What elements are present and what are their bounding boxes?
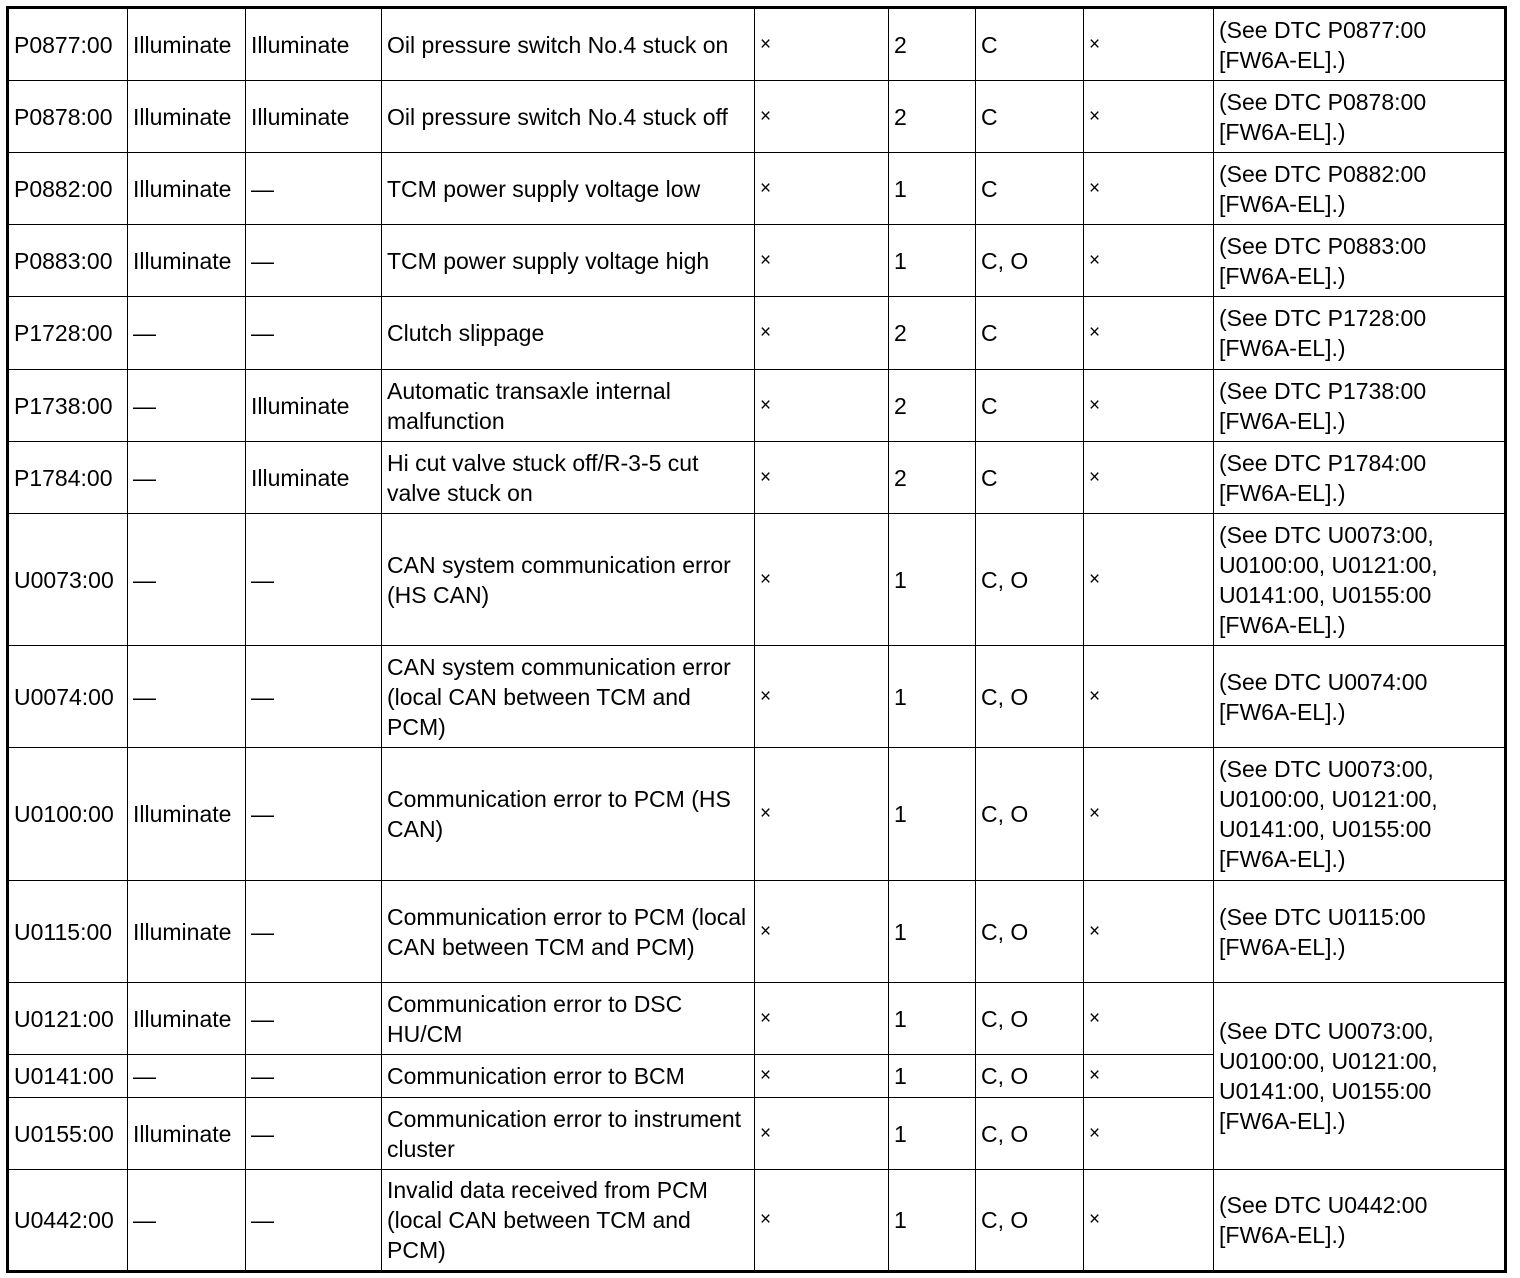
- fail-safe-cell: ×: [755, 881, 889, 983]
- dtc-code-cell: P0883:00: [8, 225, 128, 297]
- memory-function-cell: ×: [1084, 81, 1214, 153]
- monitor-item-cell: C, O: [976, 225, 1084, 297]
- monitor-item-cell: C: [976, 442, 1084, 514]
- memory-function-cell: ×: [1084, 983, 1214, 1055]
- reference-cell: (See DTC P0882:00 [FW6A-EL].): [1214, 153, 1506, 225]
- table-row: [8, 646, 1506, 748]
- monitor-item-cell: C, O: [976, 646, 1084, 748]
- fail-safe-cell: ×: [755, 297, 889, 370]
- table-row: [8, 8, 1506, 81]
- drive-cycle-cell: 1: [889, 1055, 976, 1098]
- dtc-code-cell: P1738:00: [8, 370, 128, 442]
- drive-cycle-cell: 1: [889, 514, 976, 646]
- monitor-item-cell: C, O: [976, 1170, 1084, 1272]
- mil-cell: Illuminate: [128, 983, 246, 1055]
- drive-cycle-cell: 1: [889, 881, 976, 983]
- mil-cell: Illuminate: [128, 225, 246, 297]
- reference-cell: (See DTC P1738:00 [FW6A-EL].): [1214, 370, 1506, 442]
- fail-safe-cell: ×: [755, 1170, 889, 1272]
- reference-cell: (See DTC U0442:00 [FW6A-EL].): [1214, 1170, 1506, 1272]
- at-warning-cell: Illuminate: [246, 442, 382, 514]
- at-warning-cell: —: [246, 881, 382, 983]
- memory-function-cell: ×: [1084, 1055, 1214, 1098]
- memory-function-cell: ×: [1084, 225, 1214, 297]
- at-warning-cell: —: [246, 1098, 382, 1170]
- dtc-code-cell: U0442:00: [8, 1170, 128, 1272]
- dtc-code-cell: U0100:00: [8, 748, 128, 881]
- reference-cell: (See DTC U0073:00, U0100:00, U0121:00, U0141:00, U0155:00 [FW6A-EL].): [1214, 983, 1506, 1170]
- mil-cell: —: [128, 297, 246, 370]
- monitor-item-cell: C, O: [976, 514, 1084, 646]
- fail-safe-cell: ×: [755, 8, 889, 81]
- description-cell: Communication error to BCM: [382, 1055, 755, 1098]
- drive-cycle-cell: 1: [889, 748, 976, 881]
- reference-cell: (See DTC U0073:00, U0100:00, U0121:00, U0141:00, U0155:00 [FW6A-EL].): [1214, 514, 1506, 646]
- monitor-item-cell: C, O: [976, 983, 1084, 1055]
- mil-cell: Illuminate: [128, 8, 246, 81]
- table-row: [8, 297, 1506, 370]
- dtc-code-cell: P0882:00: [8, 153, 128, 225]
- dtc-code-cell: U0141:00: [8, 1055, 128, 1098]
- dtc-code-cell: U0155:00: [8, 1098, 128, 1170]
- monitor-item-cell: C: [976, 8, 1084, 81]
- memory-function-cell: ×: [1084, 514, 1214, 646]
- drive-cycle-cell: 1: [889, 646, 976, 748]
- mil-cell: Illuminate: [128, 1098, 246, 1170]
- fail-safe-cell: ×: [755, 514, 889, 646]
- fail-safe-cell: ×: [755, 1055, 889, 1098]
- memory-function-cell: ×: [1084, 370, 1214, 442]
- dtc-code-cell: U0073:00: [8, 514, 128, 646]
- memory-function-cell: ×: [1084, 1170, 1214, 1272]
- at-warning-cell: Illuminate: [246, 81, 382, 153]
- drive-cycle-cell: 2: [889, 8, 976, 81]
- monitor-item-cell: C, O: [976, 1055, 1084, 1098]
- dtc-code-cell: P1784:00: [8, 442, 128, 514]
- description-cell: TCM power supply voltage low: [382, 153, 755, 225]
- memory-function-cell: ×: [1084, 1098, 1214, 1170]
- drive-cycle-cell: 1: [889, 225, 976, 297]
- table-row: [8, 1170, 1506, 1272]
- description-cell: CAN system communication error (local CAN between TCM and PCM): [382, 646, 755, 748]
- monitor-item-cell: C: [976, 370, 1084, 442]
- drive-cycle-cell: 2: [889, 297, 976, 370]
- table-row: [8, 881, 1506, 983]
- description-cell: Communication error to PCM (HS CAN): [382, 748, 755, 881]
- at-warning-cell: Illuminate: [246, 370, 382, 442]
- at-warning-cell: —: [246, 646, 382, 748]
- table-row: [8, 370, 1506, 442]
- memory-function-cell: ×: [1084, 8, 1214, 81]
- fail-safe-cell: ×: [755, 225, 889, 297]
- description-cell: TCM power supply voltage high: [382, 225, 755, 297]
- description-cell: Automatic transaxle internal malfunction: [382, 370, 755, 442]
- drive-cycle-cell: 2: [889, 442, 976, 514]
- reference-cell: (See DTC P1728:00 [FW6A-EL].): [1214, 297, 1506, 370]
- memory-function-cell: ×: [1084, 297, 1214, 370]
- dtc-code-cell: U0121:00: [8, 983, 128, 1055]
- description-cell: Oil pressure switch No.4 stuck off: [382, 81, 755, 153]
- at-warning-cell: —: [246, 514, 382, 646]
- at-warning-cell: —: [246, 225, 382, 297]
- reference-cell: (See DTC P1784:00 [FW6A-EL].): [1214, 442, 1506, 514]
- table-row: [8, 225, 1506, 297]
- description-cell: Invalid data received from PCM (local CAN between TCM and PCM): [382, 1170, 755, 1272]
- reference-cell: (See DTC U0115:00 [FW6A-EL].): [1214, 881, 1506, 983]
- drive-cycle-cell: 1: [889, 1098, 976, 1170]
- mil-cell: Illuminate: [128, 881, 246, 983]
- at-warning-cell: —: [246, 983, 382, 1055]
- table-row: [8, 748, 1506, 881]
- memory-function-cell: ×: [1084, 748, 1214, 881]
- fail-safe-cell: ×: [755, 748, 889, 881]
- dtc-code-cell: P0878:00: [8, 81, 128, 153]
- reference-cell: (See DTC U0073:00, U0100:00, U0121:00, U0141:00, U0155:00 [FW6A-EL].): [1214, 748, 1506, 881]
- mil-cell: —: [128, 1170, 246, 1272]
- description-cell: Communication error to PCM (local CAN between TCM and PCM): [382, 881, 755, 983]
- mil-cell: —: [128, 514, 246, 646]
- at-warning-cell: —: [246, 1170, 382, 1272]
- monitor-item-cell: C: [976, 153, 1084, 225]
- table-row: [8, 442, 1506, 514]
- description-cell: Oil pressure switch No.4 stuck on: [382, 8, 755, 81]
- dtc-code-cell: P1728:00: [8, 297, 128, 370]
- monitor-item-cell: C: [976, 81, 1084, 153]
- at-warning-cell: —: [246, 153, 382, 225]
- description-cell: Hi cut valve stuck off/R-3-5 cut valve stuck on: [382, 442, 755, 514]
- memory-function-cell: ×: [1084, 881, 1214, 983]
- mil-cell: —: [128, 370, 246, 442]
- memory-function-cell: ×: [1084, 646, 1214, 748]
- mil-cell: —: [128, 1055, 246, 1098]
- mil-cell: Illuminate: [128, 81, 246, 153]
- table-row: [8, 514, 1506, 646]
- dtc-code-cell: U0074:00: [8, 646, 128, 748]
- reference-cell: (See DTC P0883:00 [FW6A-EL].): [1214, 225, 1506, 297]
- memory-function-cell: ×: [1084, 153, 1214, 225]
- monitor-item-cell: C, O: [976, 881, 1084, 983]
- table-row: [8, 153, 1506, 225]
- fail-safe-cell: ×: [755, 1098, 889, 1170]
- drive-cycle-cell: 2: [889, 81, 976, 153]
- fail-safe-cell: ×: [755, 646, 889, 748]
- description-cell: Clutch slippage: [382, 297, 755, 370]
- monitor-item-cell: C, O: [976, 1098, 1084, 1170]
- memory-function-cell: ×: [1084, 442, 1214, 514]
- dtc-code-cell: P0877:00: [8, 8, 128, 81]
- description-cell: Communication error to DSC HU/CM: [382, 983, 755, 1055]
- dtc-table: [6, 6, 1507, 1273]
- at-warning-cell: —: [246, 1055, 382, 1098]
- fail-safe-cell: ×: [755, 153, 889, 225]
- mil-cell: Illuminate: [128, 748, 246, 881]
- fail-safe-cell: ×: [755, 442, 889, 514]
- fail-safe-cell: ×: [755, 81, 889, 153]
- table-row: [8, 81, 1506, 153]
- at-warning-cell: —: [246, 297, 382, 370]
- mil-cell: —: [128, 646, 246, 748]
- fail-safe-cell: ×: [755, 370, 889, 442]
- drive-cycle-cell: 1: [889, 983, 976, 1055]
- table-row: [8, 983, 1506, 1055]
- dtc-code-cell: U0115:00: [8, 881, 128, 983]
- reference-cell: (See DTC U0074:00 [FW6A-EL].): [1214, 646, 1506, 748]
- mil-cell: Illuminate: [128, 153, 246, 225]
- drive-cycle-cell: 2: [889, 370, 976, 442]
- drive-cycle-cell: 1: [889, 1170, 976, 1272]
- mil-cell: —: [128, 442, 246, 514]
- at-warning-cell: —: [246, 748, 382, 881]
- reference-cell: (See DTC P0877:00 [FW6A-EL].): [1214, 8, 1506, 81]
- description-cell: Communication error to instrument cluster: [382, 1098, 755, 1170]
- description-cell: CAN system communication error (HS CAN): [382, 514, 755, 646]
- reference-cell: (See DTC P0878:00 [FW6A-EL].): [1214, 81, 1506, 153]
- monitor-item-cell: C, O: [976, 748, 1084, 881]
- at-warning-cell: Illuminate: [246, 8, 382, 81]
- monitor-item-cell: C: [976, 297, 1084, 370]
- fail-safe-cell: ×: [755, 983, 889, 1055]
- drive-cycle-cell: 1: [889, 153, 976, 225]
